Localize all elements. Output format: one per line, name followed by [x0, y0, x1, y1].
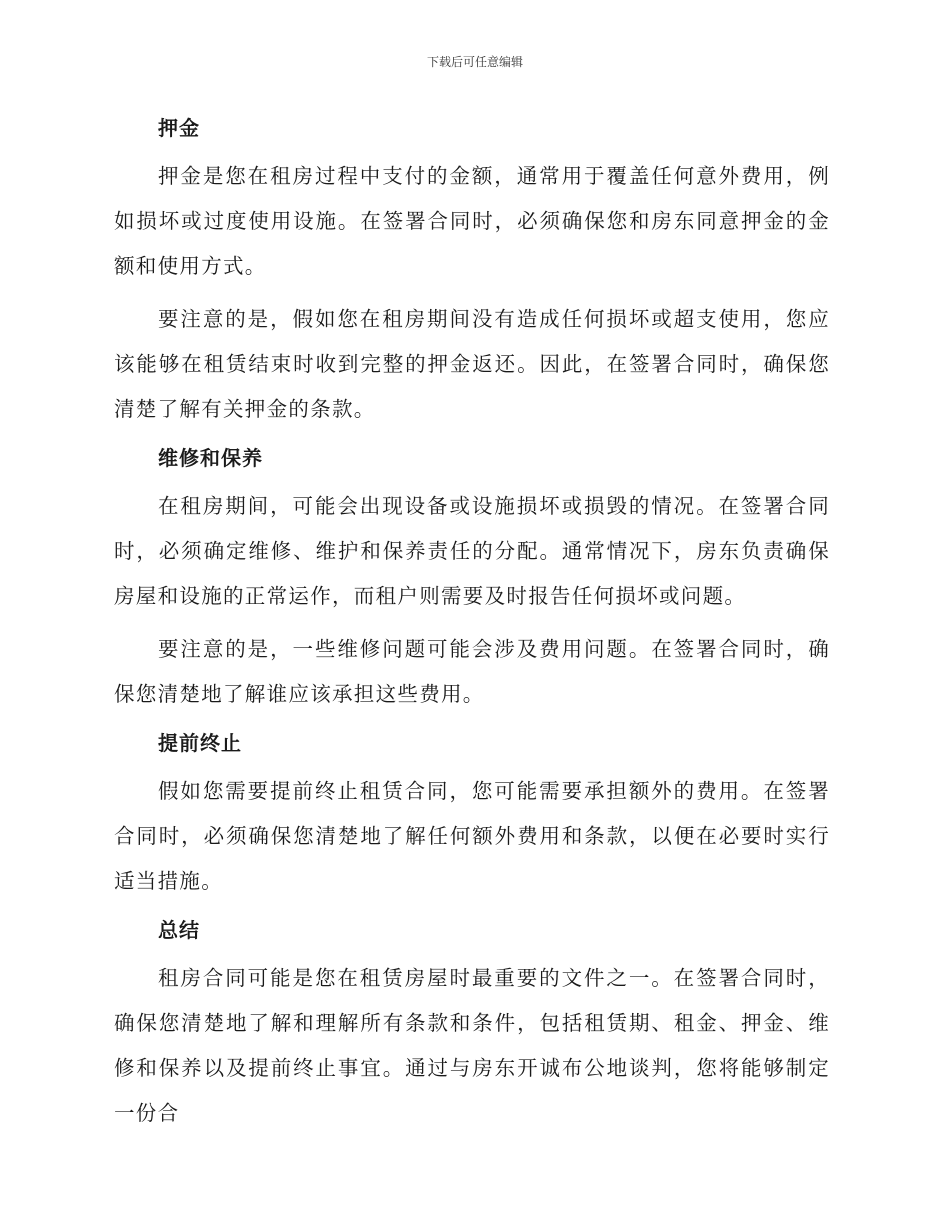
paragraph: 在租房期间，可能会出现设备或设施损坏或损毁的情况。在签署合同时，必须确定维修、维护和保养责任的分配。通常情况下，房东负责确保房屋和设施的正常运作，而租户则需要及时报告任何损坏或问题。 — [114, 494, 830, 608]
section-heading-maintenance: 维修和保养 — [158, 446, 263, 470]
paragraph: 租房合同可能是您在租赁房屋时最重要的文件之一。在签署合同时，确保您清楚地了解和理解所有条款和条件，包括租赁期、租金、押金、维修和保养以及提前终止事宜。通过与房东开诚布公地谈判，您将能够制定一份合 — [114, 966, 830, 1125]
document-body — [114, 110, 830, 1136]
paragraph: 要注意的是，一些维修问题可能会涉及费用问题。在签署合同时，确保您清楚地了解谁应该承担这些费用。 — [114, 637, 830, 706]
section-heading-deposit: 押金 — [158, 116, 200, 140]
paragraph: 假如您需要提前终止租赁合同，您可能需要承担额外的费用。在签署合同时，必须确保您清楚地了解任何额外费用和条款，以便在必要时实行适当措施。 — [114, 779, 830, 893]
section-heading-early-termination: 提前终止 — [158, 731, 242, 755]
paragraph: 押金是您在租房过程中支付的金额，通常用于覆盖任何意外费用，例如损坏或过度使用设施。在签署合同时，必须确保您和房东同意押金的金额和使用方式。 — [114, 164, 830, 278]
paragraph: 要注意的是，假如您在租房期间没有造成任何损坏或超支使用，您应该能够在租赁结束时收到完整的押金返还。因此，在签署合同时，确保您清楚了解有关押金的条款。 — [114, 307, 830, 421]
page-header: 下载后可任意编辑 — [426, 55, 523, 69]
section-heading-summary: 总结 — [158, 918, 200, 942]
